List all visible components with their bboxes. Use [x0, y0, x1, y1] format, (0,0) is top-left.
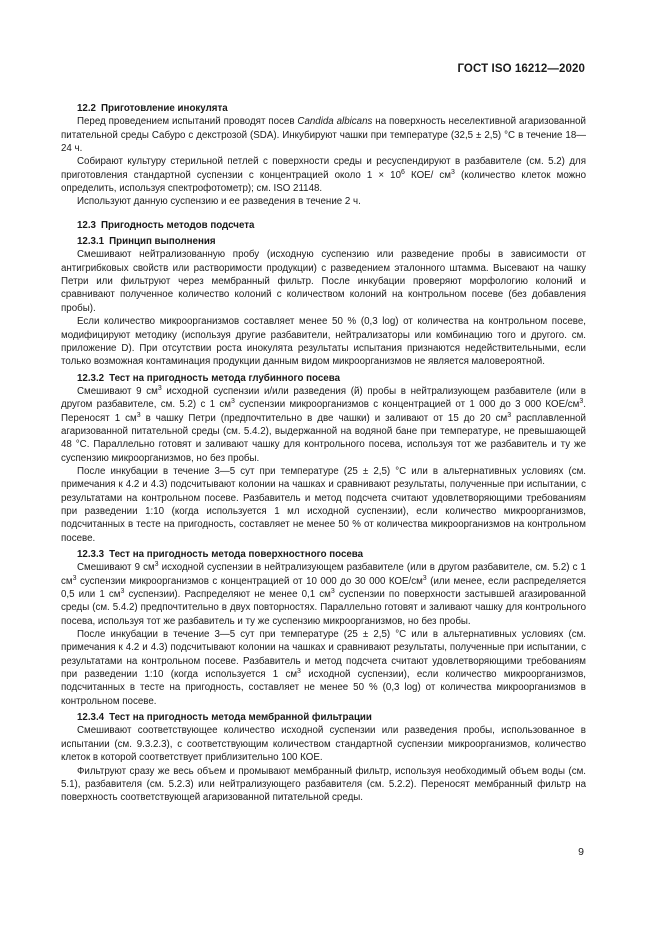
section-title: Тест на пригодность метода поверхностного посева — [109, 549, 364, 560]
text-run: Смешивают нейтрализованную пробу (исходную суспензию или разведение пробы в зависимости от антигрибковых свойств или растворимости продукции) с разведением эталонного штамма. Высевают на чашку Петри или фильтруют через мембранный фильтр. После инкубации проверяют морфологию колоний и сравнивают полученное количество колоний с количеством колоний на контрольном посеве (без добавления пробы). — [61, 249, 586, 314]
text-run: Если количество микроорганизмов составляет менее 50 % (0,3 log) от количества на контрольном посеве, модифицируют методику (используя другие разбавители, нейтрализаторы или комбинацию того и другого. см. приложение D). При отсутствии роста инокулята результаты испытания признаются недействительными, если только возможная контаминация продукции данным видом микроорганизмов не является маловероятной. — [61, 316, 586, 368]
section-number: 12.2 — [77, 103, 96, 114]
text-run: суспензии микроорганизмов с концентрацией от 10 000 до 30 000 КОЕ/см — [76, 575, 423, 587]
section-title: Пригодность методов подсчета — [100, 219, 255, 231]
text-run: Собирают культуру стерильной петлей с поверхности среды и ресуспендируют в разбавителе (см. 5.2) для приготовления стандартной суспензии с концентрацией около 1 × 10 — [61, 156, 586, 181]
text-run: После инкубации в течение 3—5 сут при температуре (25 ± 2,5) °С или в альтернативных условиях (см. примечания к 4.2 и 4.3) подсчитывают колонии на чашках и сравнивают результаты, полученные при испытании, с результатами на контрольном посеве. Разбавитель и метод подсчета считают удовлетворяющими требованиям при разведении 1:10 (когда используется 1 см — [61, 629, 586, 681]
text-run: (или менее, если распределяется 0,5 или 1 см — [61, 575, 586, 601]
text-run: исходной суспензии в нейтрализующем разбавителе (или в другом разбавителе, см. 5.2) с 1 см — [61, 562, 586, 587]
section-heading — [61, 711, 586, 724]
text-run: Смешивают 9 см — [77, 562, 155, 574]
text-run: Фильтруют сразу же весь объем и промывают мембранный фильтр, используя необходимый объем воды (см. 5.1), разбавителя (см. 5.2.3) или нейтрализующего разбавителя (см. 5.2.2). Переносят мембранный фильтр на поверхность соответствующей агаризованной питательной среды. — [61, 765, 586, 804]
italic-text: Candida albicans — [297, 116, 373, 128]
section-title: Принцип выполнения — [109, 236, 216, 248]
paragraph — [61, 115, 586, 155]
paragraph — [61, 724, 586, 764]
paragraph — [61, 315, 586, 368]
superscript: 6 — [401, 168, 405, 176]
superscript: 3 — [422, 574, 427, 582]
text-run: Перед проведением испытаний проводят посев — [77, 116, 298, 128]
superscript: 3 — [507, 411, 512, 419]
superscript: 3 — [72, 574, 77, 582]
text-run: . Переносят 1 см — [61, 399, 586, 424]
section-heading — [61, 219, 586, 232]
section-number: 12.3.3 — [77, 549, 105, 560]
superscript: 3 — [136, 411, 141, 419]
paragraph — [61, 155, 586, 195]
text-run: суспензии по поверхности застывшей агазированной среды (см. 5.4.2) предпочтительно в двух повторностях. Параллельно готовят и заливают чашку для контрольного посева, используя тот же разбавитель и ту же суспензию микроорганизмов, но без пробы. — [61, 589, 586, 627]
section-heading — [61, 548, 586, 561]
text-run: на поверхность неселективной агаризованной питательной среды Сабуро с декстрозой (SDA). Инкубируют чашки при температуре (32,5 ± 2,5) °С в течение 18—24 ч. — [61, 116, 586, 155]
text-run: (количество клеток можно определить, используя спектрофотометр); см. ISO 21148. — [61, 169, 586, 195]
section-number: 12.3.2 — [77, 372, 105, 384]
section-heading — [61, 102, 586, 115]
section-number: 12.3.1 — [77, 236, 105, 248]
section-number: 12.3 — [77, 219, 96, 231]
paragraph — [61, 765, 586, 805]
text-run: исходной суспензии и/или разведения (й) пробы в нейтрализующем разбавителе (или в другом разбавителе, см. 5.2) с 1 см — [61, 385, 586, 411]
paragraph — [61, 561, 586, 628]
text-run: суспензии микроорганизмов с концентрацией от 1 000 до 3 000 КОЕ/см — [234, 399, 580, 411]
section-title: Приготовление инокулята — [100, 103, 228, 114]
paragraph — [61, 628, 586, 708]
text-run: в чашку Петри (предпочтительно в две чашки) и заливают от 15 до 20 см — [140, 412, 508, 424]
superscript: 3 — [330, 587, 335, 595]
section-heading — [61, 235, 586, 248]
paragraph — [61, 385, 586, 465]
text-run: расплавленной агаризованной питательной среды (см. 5.4.2), выдержанной на водяной бане при температуре, не превышающей 48 °С. Параллельно готовят и заливают чашку для контрольного посева, используя тот же разбавитель и ту же суспензию микроорганизмов, но без пробы. — [61, 412, 586, 464]
paragraph — [61, 248, 586, 315]
text-run: После инкубации в течение 3—5 сут при температуре (25 ± 2,5) °С или в альтернативных условиях (см. примечания к 4.2 и 4.3) подсчитывают колонии на чашках и сравнивают результаты, полученные при испытании, с результатами на контрольном посеве. Разбавитель и метод подсчета считают удовлетворяющими требованиям при разведении 1:10 (когда используется 1 мл исходной суспензии), если количество микроорганизмов, подсчитанных в тесте на пригодность, составляет не менее 50 % от количества микроорганизмов на контрольном посеве. — [61, 465, 586, 544]
section-number: 12.3.4 — [77, 712, 105, 724]
text-run: Используют данную суспензию и ее разведения в течение 2 ч. — [77, 196, 361, 208]
text-run: суспензии). Распределяют не менее 0,1 см — [124, 589, 331, 601]
superscript: 3 — [120, 587, 125, 595]
section-title: Тест на пригодность метода мембранной фильтрации — [109, 712, 372, 724]
superscript: 3 — [230, 397, 235, 405]
document-body — [61, 92, 586, 805]
text-run: исходной суспензии), если количество микроорганизмов, подсчитанных в тесте на пригодность, составляет не менее 50 % (0,3 log) от количества микроорганизмов в контрольном посеве. — [61, 669, 586, 707]
text-run: Смешивают соответствующее количество исходной суспензии или разведения пробы, использованное в испытании (см. 9.3.2.3), с соответствующим количеством стандартной суспензии микроорганизмов, количество клеток в которой соответствует приблизительно 100 КОЕ. — [61, 725, 586, 764]
standard-header: ГОСТ ISO 16212—2020 — [457, 63, 585, 75]
section-title: Тест на пригодность метода глубинного посева — [109, 372, 341, 384]
paragraph — [61, 465, 586, 545]
paragraph — [61, 195, 586, 208]
superscript: 3 — [154, 561, 159, 569]
superscript: 3 — [579, 397, 584, 405]
text-run: Смешивают 9 см — [77, 385, 158, 397]
text-run: КОЕ/ см — [404, 169, 452, 181]
superscript: 3 — [297, 667, 301, 675]
page-number: 9 — [578, 846, 584, 858]
superscript: 3 — [157, 384, 162, 392]
section-heading — [61, 372, 586, 385]
superscript: 3 — [451, 168, 455, 176]
